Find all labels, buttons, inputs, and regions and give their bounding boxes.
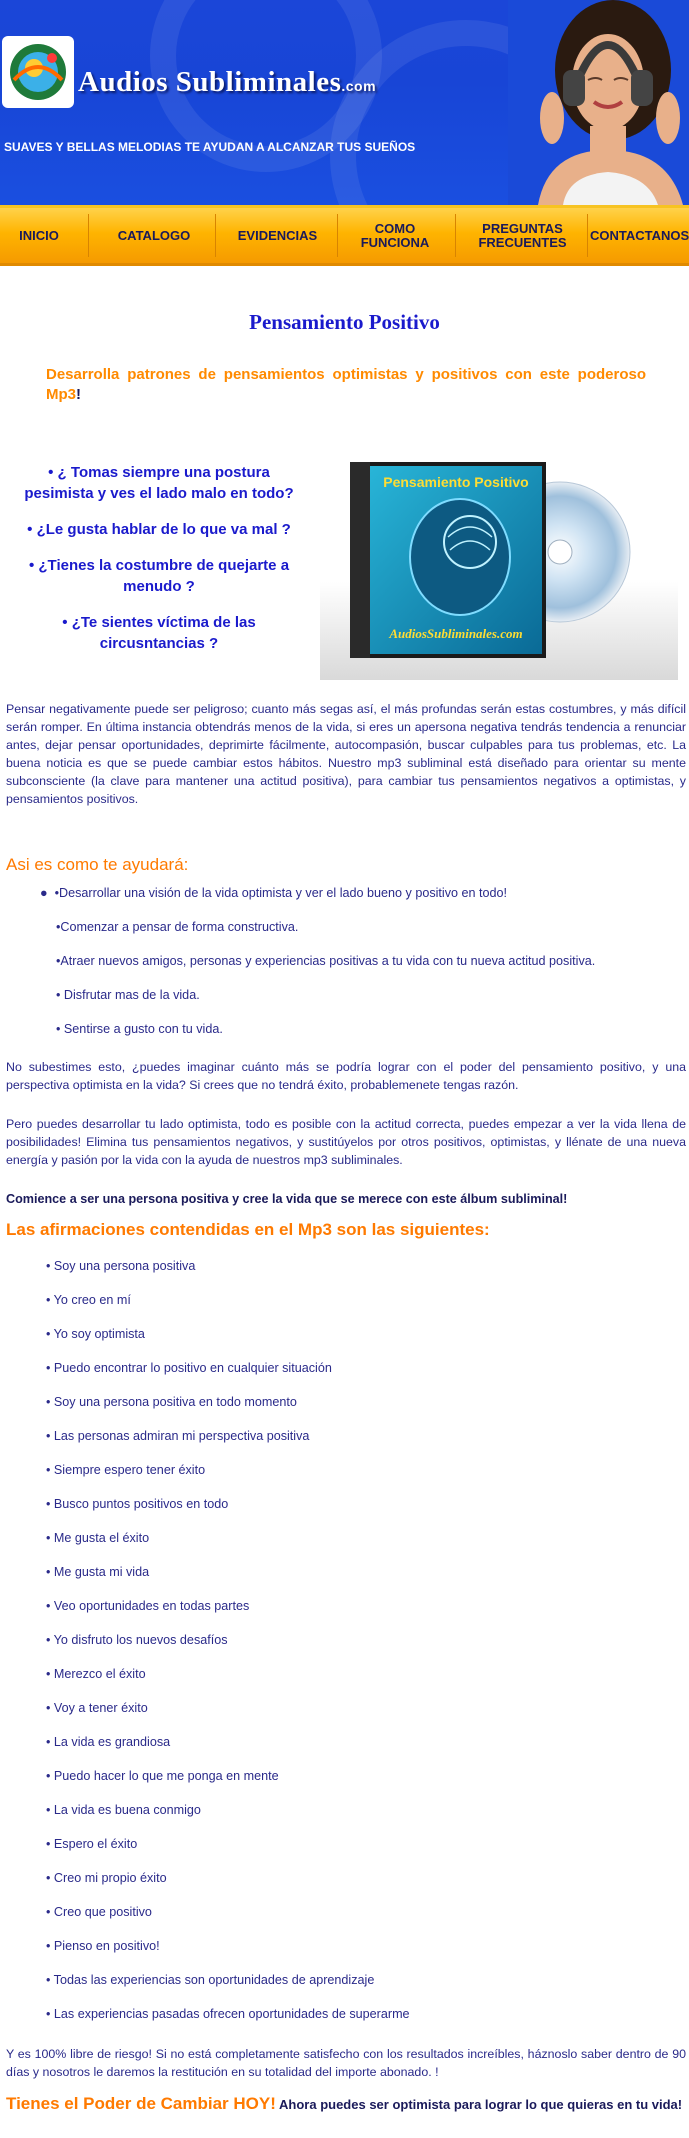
bullet-icon: ● bbox=[40, 886, 48, 900]
call-to-action-text: Comience a ser una persona positiva y cree la vida que se merece con este álbum subliminal! bbox=[6, 1192, 568, 1206]
benefits-list bbox=[40, 885, 680, 1055]
intro-body: Desarrolla patrones de pensamientos optimistas y positivos con este poderoso Mp3 bbox=[46, 366, 646, 403]
affirmation-item: • La vida es buena conmigo bbox=[46, 1803, 201, 1817]
header-tagline: SUAVES Y BELLAS MELODIAS TE AYUDAN A ALCANZAR TUS SUEÑOS bbox=[4, 140, 416, 154]
benefit-item: • Disfrutar mas de la vida. bbox=[56, 988, 200, 1002]
benefit-item: •Atraer nuevos amigos, personas y experiencias positivas a tu vida con tu nueva actitud positiva. bbox=[56, 954, 596, 968]
intro-text bbox=[46, 365, 646, 405]
affirmation-item: • Voy a tener éxito bbox=[46, 1701, 148, 1715]
question-item: • ¿Le gusta hablar de lo que va mal ? bbox=[27, 521, 291, 538]
optimism-paragraph: Pero puedes desarrollar tu lado optimista, todo es posible con la actitud correcta, puedes empezar a ver la vida llena de posibilidades! Elimina tus pensamientos negativos, y sustitúyelos por otros positivos, optimistas, y llénate de una nueva energía y pasión por la vida con la ayuda de nuestros mp3 subliminales. bbox=[6, 1117, 686, 1167]
affirmation-item: • Las experiencias pasadas ofrecen oportunidades de superarme bbox=[46, 2007, 410, 2021]
affirmation-item: • Busco puntos positivos en todo bbox=[46, 1497, 229, 1511]
affirmations-list bbox=[46, 1258, 666, 2040]
page-title: Pensamiento Positivo bbox=[249, 310, 440, 334]
nav-divider bbox=[455, 214, 456, 257]
nav-contactanos[interactable]: CONTACTANOS bbox=[590, 227, 689, 243]
affirmation-item: • Merezco el éxito bbox=[46, 1667, 146, 1681]
benefit-item: •Comenzar a pensar de forma constructiva. bbox=[56, 920, 299, 934]
brand-name: Audios Subliminales bbox=[78, 66, 342, 98]
affirmation-item: • Me gusta el éxito bbox=[46, 1531, 150, 1545]
nav-divider bbox=[215, 214, 216, 257]
brand-logo[interactable] bbox=[78, 66, 376, 99]
question-item: • ¿Tienes la costumbre de quejarte a menudo ? bbox=[28, 557, 290, 595]
question-item: • ¿Te sientes víctima de las circusntancias ? bbox=[62, 614, 256, 652]
affirmation-item: • Pienso en positivo! bbox=[46, 1939, 160, 1953]
affirmation-item: • Yo creo en mí bbox=[46, 1293, 131, 1307]
affirmation-item: • Me gusta mi vida bbox=[46, 1565, 150, 1579]
nav-como-funciona[interactable]: COMO FUNCIONA bbox=[360, 220, 430, 250]
nav-divider bbox=[88, 214, 89, 257]
site-header bbox=[0, 0, 689, 205]
affirmation-item: • Creo mi propio éxito bbox=[46, 1871, 167, 1885]
affirmation-item: • Veo oportunidades en todas partes bbox=[46, 1599, 250, 1613]
benefit-text: •Desarrollar una visión de la vida optimista y ver el lado bueno y positivo en todo! bbox=[54, 886, 508, 900]
encouragement-paragraph: No subestimes esto, ¿puedes imaginar cuánto más se podría lograr con el poder del pensamiento positivo, y una perspectiva optimista en la vida? Si crees que no tendrá éxito, probablemenete tengas razón. bbox=[6, 1060, 686, 1092]
affirmation-item: • Espero el éxito bbox=[46, 1837, 138, 1851]
affirmation-item: • Yo soy optimista bbox=[46, 1327, 145, 1341]
logo-globe-icon[interactable] bbox=[0, 34, 76, 110]
nav-divider bbox=[337, 214, 338, 257]
main-navigation bbox=[0, 205, 689, 266]
question-item: • ¿ Tomas siempre una postura pesimista y ves el lado malo en todo? bbox=[24, 464, 294, 502]
affirmation-item: • Yo disfruto los nuevos desafíos bbox=[46, 1633, 228, 1647]
affirmation-item: • La vida es grandiosa bbox=[46, 1735, 171, 1749]
cd-title-text: Pensamiento Positivo bbox=[383, 474, 529, 490]
affirmation-item: • Soy una persona positiva en todo momento bbox=[46, 1395, 297, 1409]
closing-headline: Tienes el Poder de Cambiar HOY! bbox=[6, 2094, 276, 2113]
affirmations-heading: Las afirmaciones contendidas en el Mp3 son las siguientes: bbox=[6, 1220, 490, 1239]
affirmation-item: • Creo que positivo bbox=[46, 1905, 152, 1919]
affirmation-item: • Todas las experiencias son oportunidades de aprendizaje bbox=[46, 1973, 375, 1987]
question-list bbox=[14, 462, 304, 669]
benefit-item bbox=[40, 885, 680, 919]
nav-preguntas-frecuentes[interactable]: PREGUNTAS FRECUENTES bbox=[478, 220, 567, 250]
closing-text: Ahora puedes ser optimista para lograr lo que quieras en tu vida! bbox=[275, 2097, 683, 2112]
intro-exclaim: ! bbox=[76, 386, 81, 403]
affirmation-item: • Las personas admiran mi perspectiva positiva bbox=[46, 1429, 310, 1443]
affirmation-item: • Puedo hacer lo que me ponga en mente bbox=[46, 1769, 279, 1783]
nav-inicio[interactable]: INICIO bbox=[19, 227, 59, 243]
nav-divider bbox=[587, 214, 588, 257]
affirmation-item: • Puedo encontrar lo positivo en cualquier situación bbox=[46, 1361, 332, 1375]
brand-suffix: .com bbox=[341, 78, 377, 94]
cd-product-image[interactable] bbox=[320, 432, 678, 680]
description-paragraph: Pensar negativamente puede ser peligroso; cuanto más segas así, el más profundas serán estas costumbres, y más difícil serán romper. En última instancia obtendrás menos de la vida, si eres un apersona negativa tendrás tendencia a renunciar antes, dejar pensar oportunidades, deprimirte fácilmente, autocompasión, buscar culpables para tus problemas, etc. La buena noticia es que se puede cambiar estos hábitos. Nuestro mp3 subliminal está diseñado para orientar su mente subconsciente (la clave para mantener una actitud positiva), para cambiar tus pensamientos negativos a optimistas, y pensamientos positivos. bbox=[6, 702, 686, 806]
guarantee-paragraph: Y es 100% libre de riesgo! Si no está completamente satisfecho con los resultados increíbles, háznoslo saber dentro de 90 días y nosotros le daremos la restitución en su totalidad del importe abonado. ! bbox=[6, 2047, 686, 2079]
woman-with-headphones-image bbox=[508, 0, 689, 205]
benefits-heading: Asi es como te ayudará: bbox=[6, 855, 189, 874]
nav-evidencias[interactable]: EVIDENCIAS bbox=[237, 227, 318, 243]
benefit-item: • Sentirse a gusto con tu vida. bbox=[56, 1022, 223, 1036]
closing-statement bbox=[6, 2093, 686, 2116]
cd-site-text: AudiosSubliminales.com bbox=[389, 626, 523, 641]
affirmation-item: • Siempre espero tener éxito bbox=[46, 1463, 206, 1477]
nav-catalogo[interactable]: CATALOGO bbox=[117, 227, 191, 243]
affirmation-item: • Soy una persona positiva bbox=[46, 1259, 196, 1273]
